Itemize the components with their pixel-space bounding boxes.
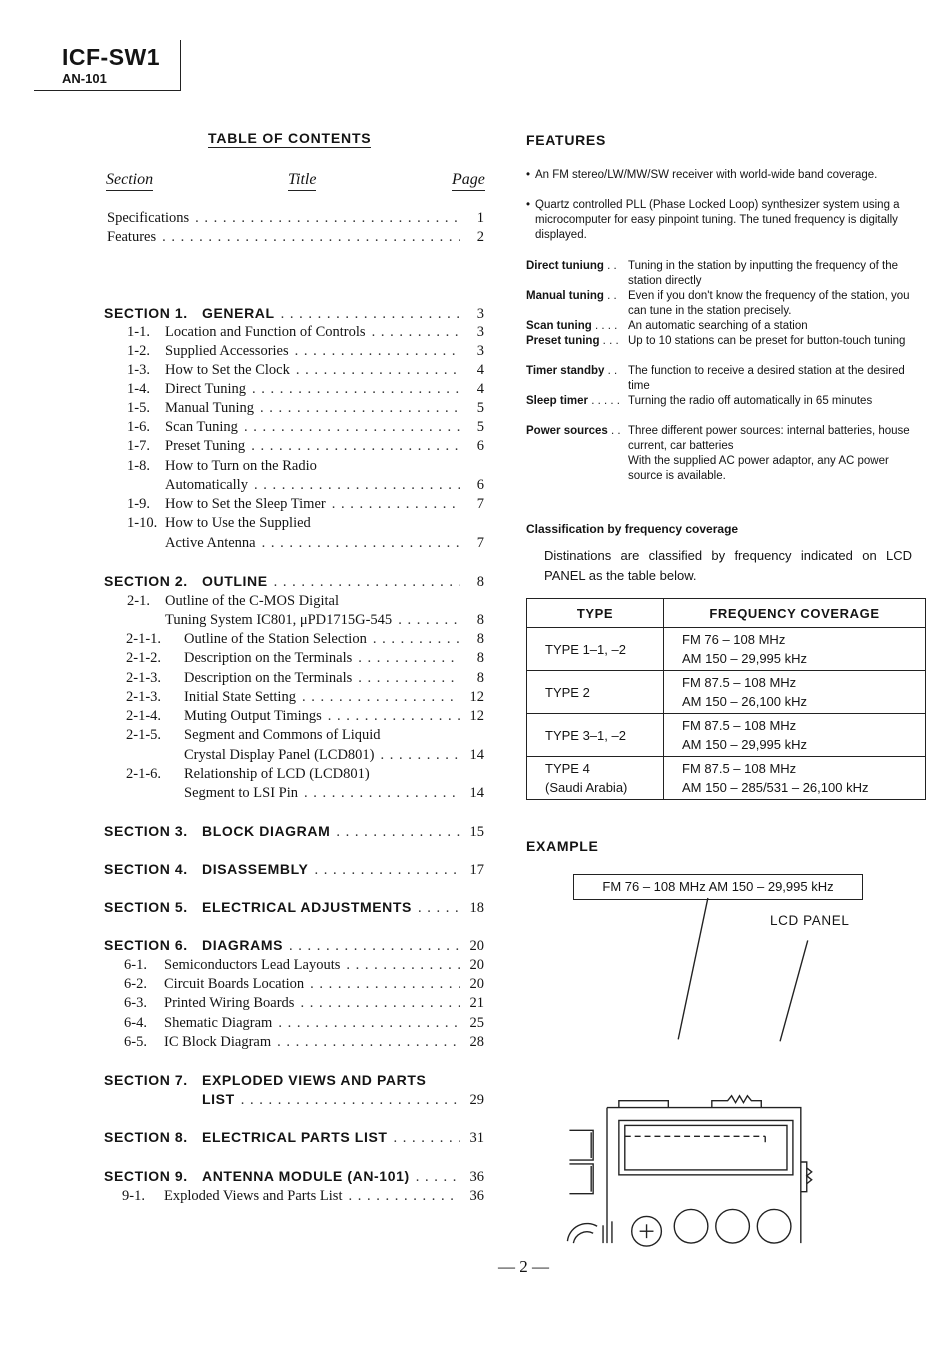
feature-function: Scan tuning . . . . An automatic searching of a station	[526, 320, 808, 332]
toc-title: TABLE OF CONTENTS	[208, 130, 372, 146]
feature-function: Preset tuning . . . Up to 10 stations can be preset for button-touch tuning	[526, 335, 906, 347]
toc-entry: Segment to LSI Pin . . . 14	[104, 785, 484, 804]
feature-bullet: • Quartz controlled PLL (Phase Locked Loop) synthesizer system using a microcomputer for easy pinpoint tuning. The tuned frequency is digitally displayed.	[526, 199, 900, 241]
type-cell: TYPE 4 (Saudi Arabia)	[527, 757, 664, 800]
col-frequency-header: FREQUENCY COVERAGE	[664, 599, 926, 628]
leader-line-lcd	[780, 940, 808, 1041]
table-header-row	[527, 599, 926, 628]
example-title: EXAMPLE	[526, 838, 599, 854]
toc-entry: 6-3. Printed Wiring Boards . . . 21	[104, 995, 484, 1014]
type-cell: TYPE 3–1, –2	[527, 714, 664, 757]
toc-section-entry: SECTION 8. ELECTRICAL PARTS LIST . . . 31	[104, 1129, 484, 1148]
feature-function: Direct tuniung . . Tuning in the station by inputting the frequency of the station directly	[526, 260, 899, 287]
toc-entry: 2-1-2. Description on the Terminals . . . 8	[104, 650, 484, 669]
feature-bullet: • An FM stereo/LW/MW/SW receiver with world-wide band coverage.	[526, 169, 878, 181]
toc-entry: 1-8. How to Turn on the Radio	[127, 458, 317, 474]
page-number: — 2 —	[498, 1257, 549, 1276]
toc-section-entry: LIST . . . 29	[104, 1091, 484, 1110]
toc-section-entry: SECTION 3. BLOCK DIAGRAM . . . 15	[104, 823, 484, 842]
frequency-cell: FM 87.5 – 108 MHz AM 150 – 26,100 kHz	[664, 671, 926, 714]
type-cell: TYPE 2	[527, 671, 664, 714]
toc-entry: 2-1-1. Outline of the Station Selection . . . 8	[104, 631, 484, 650]
features-title: FEATURES	[526, 132, 607, 148]
toc-entry: Active Antenna . . . 7	[104, 535, 484, 554]
toc-section-entry: SECTION 6. DIAGRAMS . . . 20	[104, 937, 484, 956]
toc-entry: 9-1. Exploded Views and Parts List . . . 36	[104, 1188, 484, 1207]
toc-entry: 1-4. Direct Tuning . . . 4	[104, 381, 484, 400]
table-row	[527, 757, 926, 800]
classification-text: Distinations are classified by frequency indicated on LCD PANEL as the table below.	[544, 548, 912, 583]
toc-entry: 2-1. Outline of the C-MOS Digital	[127, 593, 339, 609]
frequency-cell: FM 87.5 – 108 MHz AM 150 – 285/531 – 26,100 kHz	[664, 757, 926, 800]
lcd-panel-label: LCD PANEL	[770, 913, 850, 928]
leader-line-display	[678, 898, 708, 1039]
toc-entry: Crystal Display Panel (LCD801) . . . 14	[104, 747, 484, 766]
toc-entry: 2-1-3. Description on the Terminals . . . 8	[104, 670, 484, 689]
feature-function: Sleep timer . . . . . Turning the radio off automatically in 65 minutes	[526, 395, 873, 407]
table-row	[527, 714, 926, 757]
type-cell: TYPE 1–1, –2	[527, 628, 664, 671]
toc-entry: 6-5. IC Block Diagram . . . 28	[104, 1034, 484, 1053]
toc-entry: Specifications . . . 1	[104, 210, 484, 229]
toc-section-entry: SECTION 4. DISASSEMBLY . . . 17	[104, 861, 484, 880]
toc-section-entry: SECTION 5. ELECTRICAL ADJUSTMENTS . . . 18	[104, 899, 484, 918]
toc-entry: 6-2. Circuit Boards Location . . . 20	[104, 976, 484, 995]
toc-entry: 2-1-3. Initial State Setting . . . 12	[104, 689, 484, 708]
toc-col-section: Section	[106, 171, 153, 191]
toc-col-title: Title	[288, 171, 316, 191]
toc-entry: 1-5. Manual Tuning . . . 5	[104, 400, 484, 419]
toc-entry: 2-1-4. Muting Output Timings . . . 12	[104, 708, 484, 727]
toc-section-entry: SECTION 7. EXPLODED VIEWS AND PARTS	[104, 1072, 427, 1088]
toc-entry: 1-7. Preset Tuning . . . 6	[104, 438, 484, 457]
feature-function: Timer standby . . The function to receive a desired station at the desired time	[526, 365, 905, 392]
toc-col-page: Page	[452, 171, 485, 191]
document-header	[34, 40, 181, 91]
feature-function: Manual tuning . . Even if you don't know the frequency of the station, you can tune in the station precisely.	[526, 290, 910, 317]
toc-entry: 6-1. Semiconductors Lead Layouts . . . 20	[104, 957, 484, 976]
radio-illustration	[566, 895, 826, 1251]
model-number: ICF-SW1	[62, 44, 161, 70]
table-row	[527, 671, 926, 714]
toc-entry: 1-9. How to Set the Sleep Timer . . . 7	[104, 496, 484, 515]
col-type-header: TYPE	[527, 599, 664, 628]
toc-entry: 1-1. Location and Function of Controls . . . 3	[104, 324, 484, 343]
example-display-box: FM 76 – 108 MHz AM 150 – 29,995 kHz	[573, 874, 863, 900]
toc-section-entry: SECTION 1. GENERAL . . . 3	[104, 305, 484, 324]
toc-entry: 2-1-5. Segment and Commons of Liquid	[126, 727, 381, 743]
toc-entry: 1-6. Scan Tuning . . . 5	[104, 419, 484, 438]
frequency-coverage-table	[526, 598, 926, 800]
toc-section-entry: SECTION 9. ANTENNA MODULE (AN-101) . . . 36	[104, 1168, 484, 1187]
table-row	[527, 628, 926, 671]
toc-entry: Features . . . 2	[104, 229, 484, 248]
toc-entry: Automatically . . . 6	[104, 477, 484, 496]
module-number: AN-101	[62, 71, 107, 86]
toc-entry: 1-10. How to Use the Supplied	[127, 515, 311, 531]
toc-entry: Tuning System IC801, μPD1715G-545 . . . 8	[104, 612, 484, 631]
frequency-cell: FM 87.5 – 108 MHz AM 150 – 29,995 kHz	[664, 714, 926, 757]
frequency-cell: FM 76 – 108 MHz AM 150 – 29,995 kHz	[664, 628, 926, 671]
toc-entry: 6-4. Shematic Diagram . . . 25	[104, 1015, 484, 1034]
feature-function: Power sources . . Three different power sources: internal batteries, house current, car batteries With the supplied AC power adaptor, any AC power source is available.	[526, 425, 910, 482]
toc-section-entry: SECTION 2. OUTLINE . . . 8	[104, 573, 484, 592]
toc-entry: 1-3. How to Set the Clock . . . 4	[104, 362, 484, 381]
classification-title: Classification by frequency coverage	[526, 522, 739, 536]
toc-entry: 2-1-6. Relationship of LCD (LCD801)	[126, 766, 370, 782]
toc-entry: 1-2. Supplied Accessories . . . 3	[104, 343, 484, 362]
